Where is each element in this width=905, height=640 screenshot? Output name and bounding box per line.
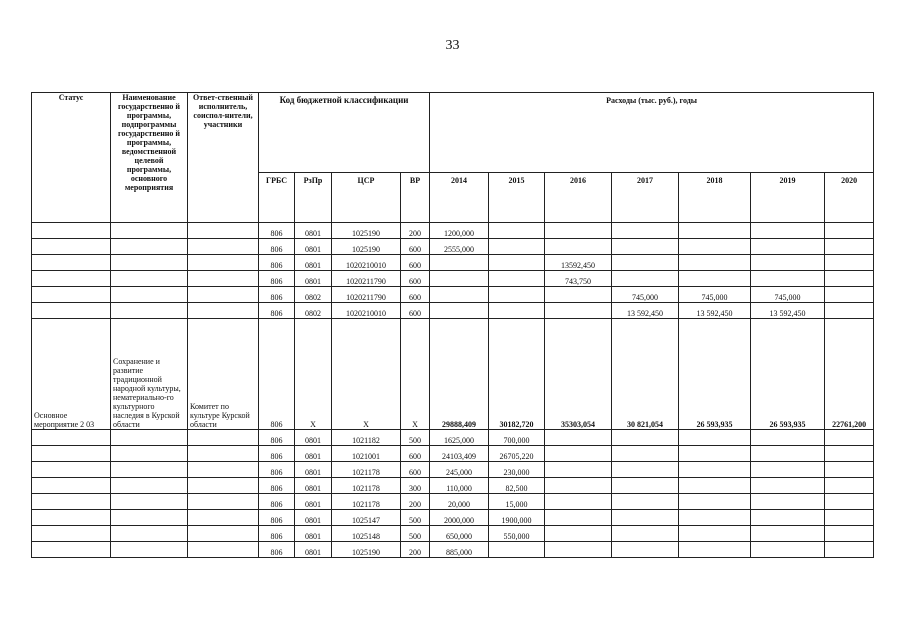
table-row	[32, 526, 874, 542]
vr-cell: 500	[401, 526, 430, 542]
status-cell	[32, 303, 111, 319]
header-year: 2018	[679, 173, 751, 223]
name-cell	[111, 446, 188, 462]
vr-cell: 500	[401, 430, 430, 446]
year-value-cell	[430, 287, 489, 303]
rzpr-cell: 0801	[295, 510, 332, 526]
year-value-cell: 650,000	[430, 526, 489, 542]
table-row	[32, 223, 874, 239]
grbs-cell: 806	[259, 287, 295, 303]
table-row	[32, 542, 874, 558]
year-value-cell	[679, 223, 751, 239]
year-value-cell: 26705,220	[489, 446, 545, 462]
year-value-cell	[489, 255, 545, 271]
executor-cell	[188, 430, 259, 446]
year-value-cell	[545, 462, 612, 478]
year-value-cell	[825, 526, 874, 542]
year-value-cell: 15,000	[489, 494, 545, 510]
year-value-cell	[612, 462, 679, 478]
year-value-cell: 550,000	[489, 526, 545, 542]
year-value-cell	[612, 526, 679, 542]
year-value-cell	[679, 255, 751, 271]
status-cell	[32, 239, 111, 255]
year-value-cell	[751, 510, 825, 526]
status-cell	[32, 255, 111, 271]
status-cell	[32, 446, 111, 462]
header-name: Наименование государственно й программы, подпрограммы государственно й программы, ведомственной целевой программы, основного мероприятия	[111, 93, 188, 223]
csr-cell: 1021178	[332, 494, 401, 510]
vr-cell: 500	[401, 510, 430, 526]
header-year: 2019	[751, 173, 825, 223]
year-value-cell: 745,000	[679, 287, 751, 303]
grbs-cell: 806	[259, 319, 295, 430]
name-cell	[111, 526, 188, 542]
header-rzpr: РзПр	[295, 173, 332, 223]
name-cell	[111, 542, 188, 558]
rzpr-cell: 0801	[295, 239, 332, 255]
vr-cell: X	[401, 319, 430, 430]
name-cell	[111, 510, 188, 526]
main-status: Основное мероприятие 2 03	[32, 319, 111, 430]
year-value-cell	[751, 430, 825, 446]
rzpr-cell: 0801	[295, 255, 332, 271]
header-year: 2020	[825, 173, 874, 223]
executor-cell	[188, 239, 259, 255]
year-value-cell: 13 592,450	[612, 303, 679, 319]
header-status: Статус	[32, 93, 111, 223]
csr-cell: 1025147	[332, 510, 401, 526]
year-value-cell	[825, 542, 874, 558]
table-row	[32, 271, 874, 287]
year-value-cell	[612, 271, 679, 287]
vr-cell: 600	[401, 255, 430, 271]
year-value-cell	[430, 271, 489, 287]
year-value-cell: 30182,720	[489, 319, 545, 430]
year-value-cell	[825, 510, 874, 526]
year-value-cell	[825, 303, 874, 319]
table-row	[32, 446, 874, 462]
executor-cell	[188, 271, 259, 287]
name-cell	[111, 303, 188, 319]
year-value-cell	[545, 478, 612, 494]
year-value-cell	[825, 255, 874, 271]
executor-cell	[188, 303, 259, 319]
table-row	[32, 494, 874, 510]
csr-cell: 1025190	[332, 239, 401, 255]
year-value-cell	[545, 526, 612, 542]
table-row	[32, 462, 874, 478]
vr-cell: 600	[401, 287, 430, 303]
csr-cell: 1020210010	[332, 303, 401, 319]
year-value-cell: 13 592,450	[679, 303, 751, 319]
year-value-cell	[545, 510, 612, 526]
year-value-cell: 110,000	[430, 478, 489, 494]
year-value-cell	[612, 430, 679, 446]
executor-cell	[188, 510, 259, 526]
header-vr: ВР	[401, 173, 430, 223]
grbs-cell: 806	[259, 526, 295, 542]
grbs-cell: 806	[259, 510, 295, 526]
year-value-cell	[489, 223, 545, 239]
year-value-cell	[489, 271, 545, 287]
name-cell	[111, 494, 188, 510]
year-value-cell	[545, 287, 612, 303]
status-cell	[32, 494, 111, 510]
vr-cell: 600	[401, 271, 430, 287]
year-value-cell: 82,500	[489, 478, 545, 494]
status-cell	[32, 287, 111, 303]
year-value-cell	[751, 494, 825, 510]
year-value-cell	[612, 223, 679, 239]
status-cell	[32, 542, 111, 558]
year-value-cell	[825, 430, 874, 446]
year-value-cell	[679, 462, 751, 478]
vr-cell: 600	[401, 239, 430, 255]
name-cell	[111, 430, 188, 446]
table-row	[32, 478, 874, 494]
year-value-cell	[679, 430, 751, 446]
csr-cell: X	[332, 319, 401, 430]
year-value-cell	[679, 542, 751, 558]
year-value-cell	[825, 494, 874, 510]
year-value-cell: 745,000	[612, 287, 679, 303]
executor-cell	[188, 446, 259, 462]
table-row	[32, 303, 874, 319]
year-value-cell: 22761,200	[825, 319, 874, 430]
rzpr-cell: 0801	[295, 494, 332, 510]
year-value-cell	[825, 239, 874, 255]
grbs-cell: 806	[259, 478, 295, 494]
rzpr-cell: 0801	[295, 526, 332, 542]
csr-cell: 1020210010	[332, 255, 401, 271]
grbs-cell: 806	[259, 271, 295, 287]
rzpr-cell: 0802	[295, 303, 332, 319]
budget-table	[31, 92, 874, 558]
header-year: 2017	[612, 173, 679, 223]
grbs-cell: 806	[259, 430, 295, 446]
year-value-cell: 745,000	[751, 287, 825, 303]
year-value-cell	[679, 526, 751, 542]
vr-cell: 200	[401, 542, 430, 558]
vr-cell: 200	[401, 494, 430, 510]
rzpr-cell: 0801	[295, 542, 332, 558]
status-cell	[32, 223, 111, 239]
year-value-cell	[751, 462, 825, 478]
header-budget-code: Код бюджетной классификации	[259, 93, 430, 173]
year-value-cell	[545, 494, 612, 510]
year-value-cell	[545, 446, 612, 462]
year-value-cell	[489, 303, 545, 319]
header-expenses: Расходы (тыс. руб.), годы	[430, 93, 874, 173]
grbs-cell: 806	[259, 303, 295, 319]
year-value-cell: 885,000	[430, 542, 489, 558]
year-value-cell: 700,000	[489, 430, 545, 446]
year-value-cell	[751, 255, 825, 271]
header-year: 2015	[489, 173, 545, 223]
main-name: Сохранение и развитие традиционной народной культуры, нематериально-го культурного наследия в Курской области	[111, 319, 188, 430]
vr-cell: 600	[401, 462, 430, 478]
year-value-cell	[489, 239, 545, 255]
csr-cell: 1025148	[332, 526, 401, 542]
year-value-cell	[825, 478, 874, 494]
year-value-cell: 743,750	[545, 271, 612, 287]
name-cell	[111, 478, 188, 494]
year-value-cell	[825, 223, 874, 239]
vr-cell: 200	[401, 223, 430, 239]
year-value-cell	[612, 542, 679, 558]
year-value-cell	[825, 462, 874, 478]
name-cell	[111, 239, 188, 255]
header-year: 2014	[430, 173, 489, 223]
rzpr-cell: 0802	[295, 287, 332, 303]
year-value-cell	[751, 223, 825, 239]
year-value-cell	[751, 526, 825, 542]
rzpr-cell: 0801	[295, 271, 332, 287]
executor-cell	[188, 542, 259, 558]
vr-cell: 600	[401, 303, 430, 319]
year-value-cell	[545, 542, 612, 558]
year-value-cell	[430, 255, 489, 271]
year-value-cell: 30 821,054	[612, 319, 679, 430]
year-value-cell	[679, 446, 751, 462]
table-row-main	[32, 319, 874, 430]
year-value-cell: 13592,450	[545, 255, 612, 271]
year-value-cell	[545, 430, 612, 446]
csr-cell: 1021182	[332, 430, 401, 446]
header-executor: Ответ-ственный исполнитель, соиспол-нители, участники	[188, 93, 259, 223]
header-csr: ЦСР	[332, 173, 401, 223]
grbs-cell: 806	[259, 462, 295, 478]
year-value-cell: 1200,000	[430, 223, 489, 239]
year-value-cell	[825, 271, 874, 287]
year-value-cell	[612, 510, 679, 526]
grbs-cell: 806	[259, 255, 295, 271]
year-value-cell: 26 593,935	[751, 319, 825, 430]
rzpr-cell: 0801	[295, 223, 332, 239]
year-value-cell	[612, 494, 679, 510]
year-value-cell: 26 593,935	[679, 319, 751, 430]
status-cell	[32, 462, 111, 478]
year-value-cell	[751, 542, 825, 558]
table-row	[32, 255, 874, 271]
name-cell	[111, 462, 188, 478]
year-value-cell	[825, 446, 874, 462]
year-value-cell: 35303,054	[545, 319, 612, 430]
rzpr-cell: 0801	[295, 430, 332, 446]
year-value-cell: 24103,409	[430, 446, 489, 462]
table-row	[32, 510, 874, 526]
year-value-cell	[751, 271, 825, 287]
year-value-cell	[545, 223, 612, 239]
executor-cell	[188, 494, 259, 510]
table-row	[32, 239, 874, 255]
year-value-cell	[751, 478, 825, 494]
executor-cell	[188, 478, 259, 494]
grbs-cell: 806	[259, 446, 295, 462]
grbs-cell: 806	[259, 223, 295, 239]
status-cell	[32, 510, 111, 526]
year-value-cell	[612, 239, 679, 255]
table-row	[32, 287, 874, 303]
year-value-cell	[489, 542, 545, 558]
table-row	[32, 430, 874, 446]
executor-cell	[188, 462, 259, 478]
page-number: 33	[445, 38, 460, 53]
header-grbs: ГРБС	[259, 173, 295, 223]
year-value-cell: 13 592,450	[751, 303, 825, 319]
name-cell	[111, 255, 188, 271]
csr-cell: 1025190	[332, 223, 401, 239]
year-value-cell	[679, 478, 751, 494]
name-cell	[111, 271, 188, 287]
year-value-cell	[612, 446, 679, 462]
csr-cell: 1021178	[332, 462, 401, 478]
header-year: 2016	[545, 173, 612, 223]
year-value-cell: 245,000	[430, 462, 489, 478]
name-cell	[111, 287, 188, 303]
year-value-cell	[825, 287, 874, 303]
rzpr-cell: 0801	[295, 462, 332, 478]
executor-cell	[188, 255, 259, 271]
year-value-cell	[612, 255, 679, 271]
csr-cell: 1020211790	[332, 271, 401, 287]
status-cell	[32, 526, 111, 542]
year-value-cell	[489, 287, 545, 303]
csr-cell: 1021001	[332, 446, 401, 462]
year-value-cell	[679, 271, 751, 287]
year-value-cell	[545, 239, 612, 255]
status-cell	[32, 271, 111, 287]
executor-cell	[188, 287, 259, 303]
year-value-cell	[679, 510, 751, 526]
year-value-cell	[430, 303, 489, 319]
year-value-cell: 230,000	[489, 462, 545, 478]
rzpr-cell: 0801	[295, 446, 332, 462]
year-value-cell	[751, 239, 825, 255]
year-value-cell: 1625,000	[430, 430, 489, 446]
csr-cell: 1020211790	[332, 287, 401, 303]
year-value-cell	[612, 478, 679, 494]
year-value-cell: 1900,000	[489, 510, 545, 526]
year-value-cell	[545, 303, 612, 319]
main-executor: Комитет по культуре Курской области	[188, 319, 259, 430]
name-cell	[111, 223, 188, 239]
year-value-cell	[679, 239, 751, 255]
csr-cell: 1021178	[332, 478, 401, 494]
executor-cell	[188, 223, 259, 239]
grbs-cell: 806	[259, 542, 295, 558]
executor-cell	[188, 526, 259, 542]
year-value-cell: 20,000	[430, 494, 489, 510]
year-value-cell: 2555,000	[430, 239, 489, 255]
year-value-cell: 29888,409	[430, 319, 489, 430]
year-value-cell: 2000,000	[430, 510, 489, 526]
rzpr-cell: X	[295, 319, 332, 430]
year-value-cell	[751, 446, 825, 462]
grbs-cell: 806	[259, 494, 295, 510]
csr-cell: 1025190	[332, 542, 401, 558]
vr-cell: 600	[401, 446, 430, 462]
status-cell	[32, 430, 111, 446]
year-value-cell	[679, 494, 751, 510]
grbs-cell: 806	[259, 239, 295, 255]
rzpr-cell: 0801	[295, 478, 332, 494]
status-cell	[32, 478, 111, 494]
vr-cell: 300	[401, 478, 430, 494]
